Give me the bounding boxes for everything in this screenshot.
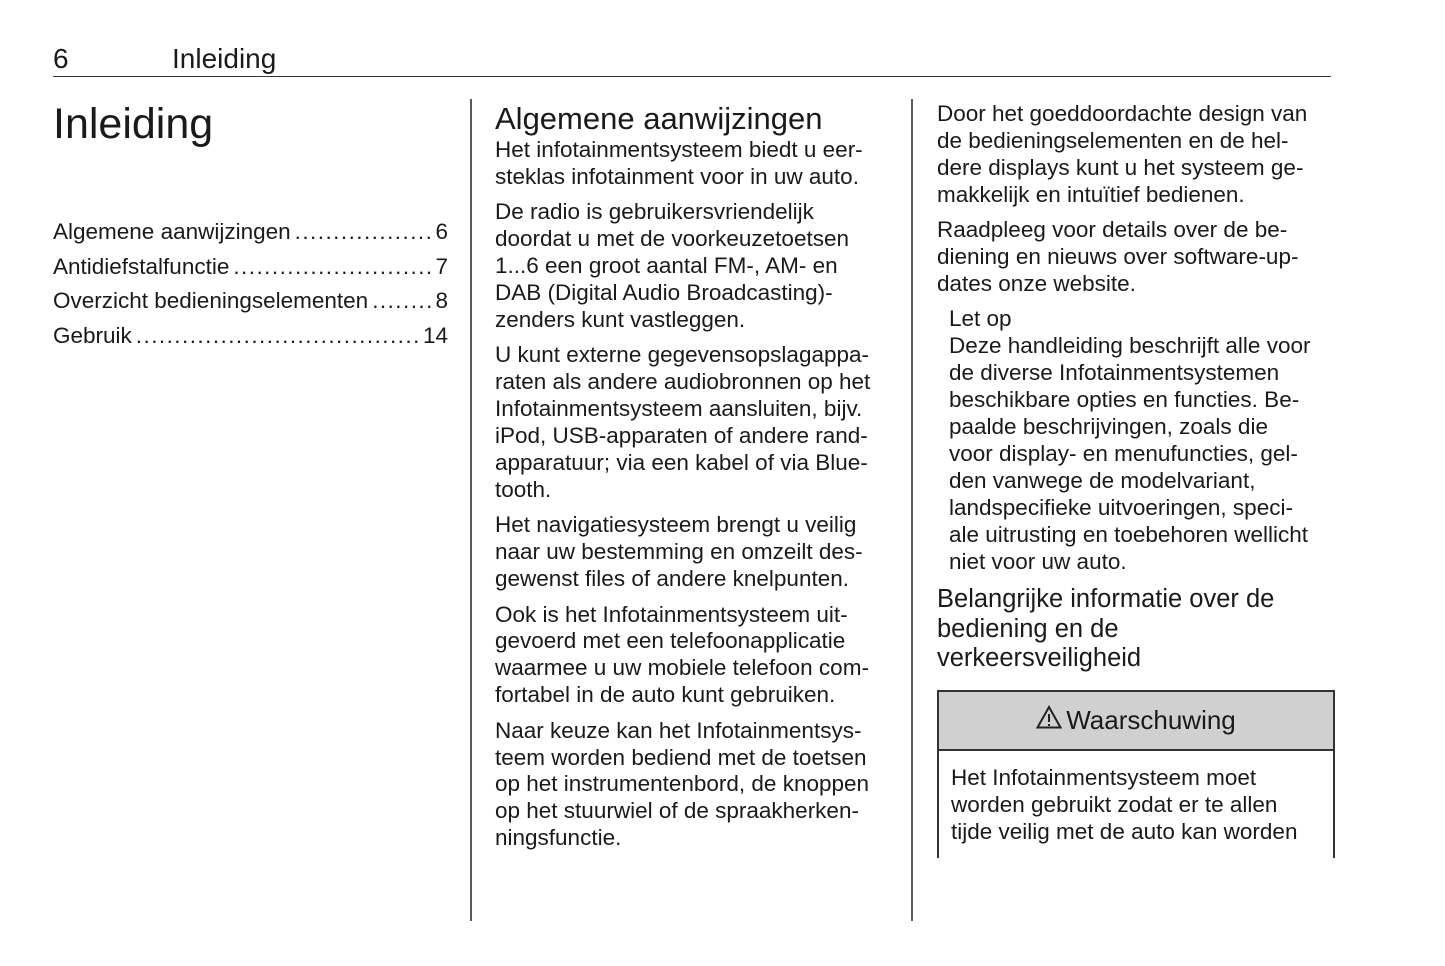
text-line: bediening en de — [937, 614, 1119, 643]
column-continued — [937, 101, 1337, 686]
text-line: de diverse Infotainmentsystemen — [949, 360, 1280, 386]
subsection-heading — [937, 585, 1337, 674]
column-divider — [911, 99, 913, 921]
paragraph — [495, 602, 895, 710]
toc-leader-dots — [372, 284, 431, 319]
text-line: tijde veilig met de auto kan worden — [951, 818, 1298, 844]
running-header — [53, 42, 1331, 77]
text-line: zenders kunt vastleggen. — [495, 306, 746, 332]
text-line: steklas infotainment voor in uw auto. — [495, 163, 859, 189]
toc-entry[interactable] — [53, 250, 448, 285]
paragraph — [495, 512, 895, 593]
toc-leader-dots — [295, 215, 432, 250]
text-line: apparatuur; via een kabel of via Blue- — [495, 449, 868, 475]
text-line: dates onze website. — [937, 270, 1136, 296]
warning-triangle-icon — [1036, 705, 1062, 736]
text-line: doordat u met de voorkeuzetoetsen — [495, 226, 849, 252]
text-line: worden gebruikt zodat er te allen — [951, 791, 1278, 817]
text-line: beschikbare opties en functies. Be- — [949, 387, 1300, 413]
text-line: paalde beschrijvingen, zoals die — [949, 413, 1268, 439]
text-line: U kunt externe gegevensopslagappa- — [495, 342, 870, 368]
text-line: Door het goeddoordachte design van — [937, 101, 1308, 126]
table-of-contents — [53, 215, 448, 353]
note-body — [949, 333, 1337, 575]
note-title: Let op — [949, 306, 1012, 332]
toc-entry-page: 7 — [435, 253, 448, 279]
text-line: op het stuurwiel of de spraakherken- — [495, 798, 859, 824]
text-line: DAB (Digital Audio Broadcasting)- — [495, 280, 833, 306]
toc-entry-page: 8 — [435, 288, 448, 313]
text-line: voor display- en menufuncties, gel- — [949, 440, 1298, 466]
text-line: Deze handleiding beschrijft alle voor — [949, 333, 1311, 359]
text-line: gevoerd met een telefoonapplicatie — [495, 628, 846, 654]
column-general-info — [495, 101, 895, 861]
paragraph — [495, 718, 895, 853]
paragraph — [495, 137, 895, 191]
text-line: ningsfunctie. — [495, 825, 622, 851]
text-line: gewenst files of andere knelpunten. — [495, 566, 849, 592]
warning-header — [939, 692, 1333, 751]
toc-entry-label: Overzicht bedieningselementen — [53, 288, 369, 313]
paragraph — [495, 342, 895, 503]
text-line: tooth. — [495, 476, 552, 502]
text-line: teem worden bediend met de toetsen — [495, 744, 867, 770]
toc-leader-dots — [233, 250, 431, 285]
text-line: Het navigatiesysteem brengt u veilig — [495, 512, 857, 538]
warning-body — [939, 751, 1333, 846]
toc-entry-page: 6 — [435, 219, 448, 244]
text-line: Naar keuze kan het Infotainmentsys- — [495, 717, 862, 743]
note-block — [949, 306, 1337, 575]
column-divider — [470, 99, 472, 921]
text-line: Het Infotainmentsysteem moet — [951, 765, 1257, 790]
text-line: dere displays kunt u het systeem ge- — [937, 154, 1304, 180]
text-line: ale uitrusting en toebehoren wellicht — [949, 521, 1308, 547]
paragraph — [937, 217, 1337, 298]
text-line: verkeersveiligheid — [937, 644, 1142, 673]
chapter-title: Inleiding — [53, 100, 214, 148]
text-line: Het infotainmentsysteem biedt u eer- — [495, 137, 863, 162]
paragraph — [495, 199, 895, 334]
text-line: Ook is het Infotainmentsysteem uit- — [495, 601, 848, 627]
page-number: 6 — [53, 43, 69, 74]
text-line: Raadpleeg voor details over de be- — [937, 217, 1288, 243]
toc-entry[interactable] — [53, 284, 448, 319]
running-section-title: Inleiding — [172, 43, 277, 74]
toc-entry-label: Algemene aanwijzingen — [53, 219, 291, 244]
text-line: De radio is gebruikersvriendelijk — [495, 199, 814, 225]
text-line: waarmee u uw mobiele telefoon com- — [495, 655, 869, 681]
text-line: raten als andere audiobronnen op het — [495, 369, 871, 395]
text-line: naar uw bestemming en omzeilt des- — [495, 539, 863, 565]
text-line: landspecifieke uitvoeringen, speci- — [949, 494, 1293, 520]
toc-entry-page: 14 — [422, 322, 448, 348]
toc-entry-label: Gebruik — [53, 322, 132, 348]
text-line: 1...6 een groot aantal FM-, AM- en — [495, 253, 838, 279]
text-line: diening en nieuws over software-up- — [937, 244, 1299, 270]
text-line: den vanwege de modelvariant, — [949, 467, 1256, 493]
section-heading: Algemene aanwijzingen — [495, 101, 823, 136]
text-line: iPod, USB-apparaten of andere rand- — [495, 423, 868, 449]
paragraph — [937, 101, 1337, 209]
text-line: fortabel in de auto kunt gebruiken. — [495, 682, 836, 708]
toc-leader-dots — [136, 319, 419, 354]
toc-entry[interactable] — [53, 319, 448, 354]
text-line: makkelijk en intuïtief bedienen. — [937, 181, 1245, 207]
warning-box — [937, 690, 1335, 858]
toc-entry[interactable] — [53, 215, 448, 250]
text-line: niet voor uw auto. — [949, 548, 1127, 574]
toc-entry-label: Antidiefstalfunctie — [53, 253, 230, 279]
text-line: op het instrumentenbord, de knoppen — [495, 771, 870, 797]
text-line: Infotainmentsysteem aansluiten, bijv. — [495, 396, 863, 422]
warning-title: Waarschuwing — [1066, 705, 1236, 735]
text-line: de bedieningselementen en de hel- — [937, 127, 1289, 153]
text-line: Belangrijke informatie over de — [937, 585, 1275, 614]
